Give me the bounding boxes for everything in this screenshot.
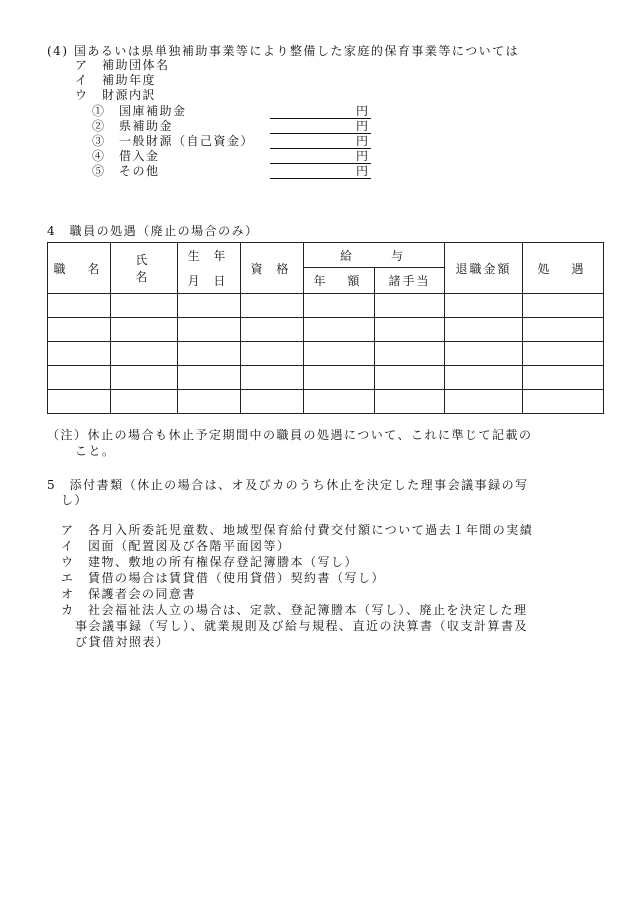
- amount-underline: [270, 178, 371, 179]
- funding-source-label: ③ 一般財源（自己資金）: [92, 134, 255, 148]
- table-row: [48, 390, 604, 414]
- attachment-item: オ 保護者会の同意書: [61, 587, 197, 601]
- col-header-birth-bottom: 月 日: [178, 268, 241, 294]
- col-header-salary-amount: 年 額: [304, 268, 375, 294]
- funding-source-label: ① 国庫補助金: [92, 104, 187, 118]
- col-header-treatment: 処 遇: [523, 243, 604, 294]
- funding-source-label: ② 県補助金: [92, 119, 174, 133]
- table-row: [48, 318, 604, 342]
- funding-breakdown-label: ウ 財源内訳: [75, 88, 157, 102]
- staff-table: [47, 242, 604, 414]
- attachments-heading-line2: し）: [61, 493, 89, 507]
- attachment-item: イ 図面（配置図及び各階平面図等）: [61, 539, 291, 553]
- attachment-item: ア 各月入所委託児童数、地域型保育給付費交付額について過去１年間の実績: [61, 523, 534, 537]
- attachment-item-ka-cont: 事会議事録（写し）、就業規則及び給与規程、直近の決算書（収支計算書及: [75, 619, 529, 633]
- table-row: [48, 294, 604, 318]
- funding-unit: 円: [356, 119, 370, 133]
- funding-source-label: ④ 借入金: [92, 149, 160, 163]
- funding-unit: 円: [356, 164, 370, 178]
- staff-note-line2: こと。: [75, 444, 116, 458]
- section-4-heading: (4) 国あるいは県単独補助事業等により整備した家庭的保育事業等については: [47, 44, 520, 58]
- attachments-heading-line1: 5 添付書類（休止の場合は、オ及びカのうち休止を決定した理事会議事録の写: [47, 478, 529, 492]
- attachment-item-ka: カ 社会福祉法人立の場合は、定款、登記簿謄本（写し）、廃止を決定した理: [61, 603, 528, 617]
- funding-unit: 円: [356, 149, 370, 163]
- subsidy-org-label: ア 補助団体名: [75, 58, 170, 72]
- funding-unit: 円: [356, 134, 370, 148]
- staff-section-heading: 4 職員の処遇（廃止の場合のみ）: [47, 224, 259, 238]
- col-header-name: 氏 名: [111, 243, 178, 294]
- attachment-item: ウ 建物、敷地の所有権保存登記簿謄本（写し）: [61, 555, 359, 569]
- attachment-item-ka-cont: び貸借対照表）: [75, 635, 170, 649]
- col-header-title: 職 名: [48, 243, 111, 294]
- col-header-birth-top: 生 年: [178, 243, 241, 268]
- funding-source-label: ⑤ その他: [92, 164, 160, 178]
- col-header-retirement: 退職金額: [445, 243, 523, 294]
- attachment-item: エ 賃借の場合は賃貸借（使用貸借）契約書（写し）: [61, 571, 386, 585]
- col-header-qualification: 資 格: [241, 243, 304, 294]
- table-row: [48, 366, 604, 390]
- funding-unit: 円: [356, 104, 370, 118]
- subsidy-year-label: イ 補助年度: [75, 73, 157, 87]
- col-header-allowance: 諸手当: [375, 268, 445, 294]
- staff-note-line1: （注）休止の場合も休止予定期間中の職員の処遇について、これに準じて記載の: [47, 428, 533, 442]
- table-row: [48, 342, 604, 366]
- col-header-salary: 給 与: [304, 243, 445, 268]
